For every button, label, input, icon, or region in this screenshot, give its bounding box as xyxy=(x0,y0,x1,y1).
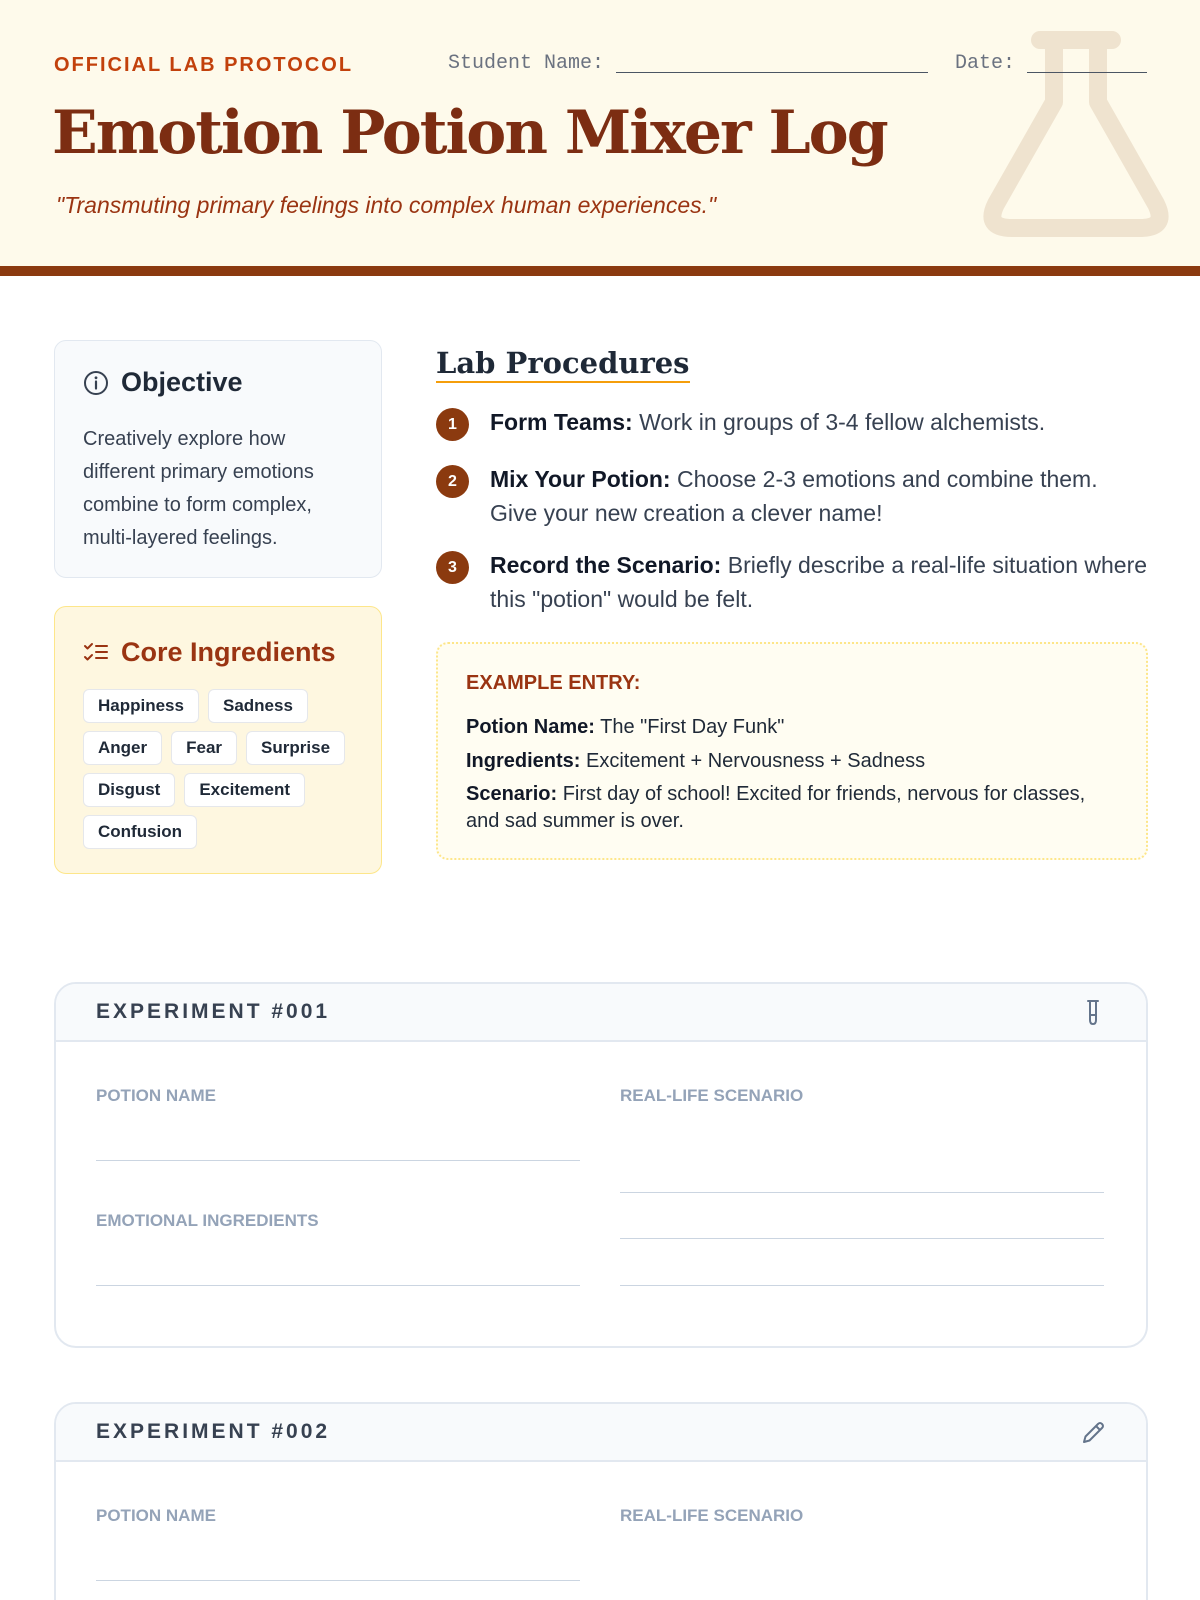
student-name-label: Student Name: xyxy=(448,52,605,75)
example-potion-name: Potion Name: The "First Day Funk" xyxy=(466,716,785,738)
ingredients-title: Core Ingredients xyxy=(121,637,336,667)
experiment-card-001 xyxy=(54,982,1148,1348)
scenario-label: REAL-LIFE SCENARIO xyxy=(620,1086,804,1105)
ingredient-chip: Anger xyxy=(83,731,162,765)
step-number: 3 xyxy=(436,551,469,584)
ingredients-heading xyxy=(83,637,336,668)
checklist-icon xyxy=(83,642,109,664)
ingredient-chip: Happiness xyxy=(83,689,199,723)
potion-name-field[interactable] xyxy=(96,1160,580,1161)
scenario-label: REAL-LIFE SCENARIO xyxy=(620,1506,804,1525)
step-description: Choose 2-3 emotions and combine them. Give your new creation a clever name! xyxy=(490,466,1098,526)
ingredient-chip: Fear xyxy=(171,731,237,765)
ingredient-chip: Confusion xyxy=(83,815,197,849)
ingredient-chip: Surprise xyxy=(246,731,345,765)
step-title: Mix Your Potion: xyxy=(490,466,671,492)
protocol-eyebrow: OFFICIAL LAB PROTOCOL xyxy=(54,54,354,76)
experiment-card-002 xyxy=(54,1402,1148,1600)
objective-heading xyxy=(83,367,243,398)
emotional-ingredients-field[interactable] xyxy=(96,1285,580,1286)
potion-name-label: POTION NAME xyxy=(96,1506,216,1525)
example-entry xyxy=(436,642,1148,860)
ingredients-card xyxy=(54,606,382,874)
scenario-field-line-3[interactable] xyxy=(620,1285,1104,1286)
step-description: Briefly describe a real-life situation where this "potion" would be felt. xyxy=(490,552,1148,612)
info-icon xyxy=(83,370,109,396)
step-number: 2 xyxy=(436,465,469,498)
tagline: "Transmuting primary feelings into complex human experiences." xyxy=(56,192,717,218)
date-label: Date: xyxy=(955,52,1016,75)
potion-name-label: POTION NAME xyxy=(96,1086,216,1105)
example-scenario: Scenario: First day of school! Excited for friends, nervous for classes, and sad summer is over. xyxy=(466,783,1086,832)
objective-text: Creatively explore how different primary emotions combine to form complex, multi-layered feelings. xyxy=(83,428,314,549)
step-number: 1 xyxy=(436,408,469,441)
example-ingredients: Ingredients: Excitement + Nervousness + Sadness xyxy=(466,750,926,772)
ingredient-chip: Sadness xyxy=(208,689,308,723)
step-title: Form Teams: xyxy=(490,409,633,435)
ingredient-chip: Disgust xyxy=(83,773,175,807)
student-name-field[interactable] xyxy=(616,72,928,73)
procedures-title: Lab Procedures xyxy=(436,346,690,383)
scenario-field-line-1[interactable] xyxy=(620,1192,1104,1193)
experiment-title: EXPERIMENT #001 xyxy=(96,1000,331,1023)
scenario-field-line-2[interactable] xyxy=(620,1238,1104,1239)
ingredient-chip: Excitement xyxy=(184,773,305,807)
emotional-ingredients-label: EMOTIONAL INGREDIENTS xyxy=(96,1211,319,1230)
ingredient-chip-list xyxy=(83,689,373,849)
experiment-header xyxy=(56,984,1146,1042)
page-title: Emotion Potion Mixer Log xyxy=(52,98,887,168)
pencil-icon xyxy=(1078,1418,1108,1448)
step-title: Record the Scenario: xyxy=(490,552,722,578)
page-header xyxy=(0,0,1200,276)
step-description: Work in groups of 3-4 fellow alchemists. xyxy=(639,409,1046,435)
objective-title: Objective xyxy=(121,367,243,397)
experiment-title: EXPERIMENT #002 xyxy=(96,1420,331,1443)
example-label: EXAMPLE ENTRY: xyxy=(466,672,641,694)
test-tube-icon xyxy=(1078,998,1108,1028)
date-field[interactable] xyxy=(1027,72,1147,73)
potion-name-field[interactable] xyxy=(96,1580,580,1581)
objective-card xyxy=(54,340,382,578)
experiment-header xyxy=(56,1404,1146,1462)
